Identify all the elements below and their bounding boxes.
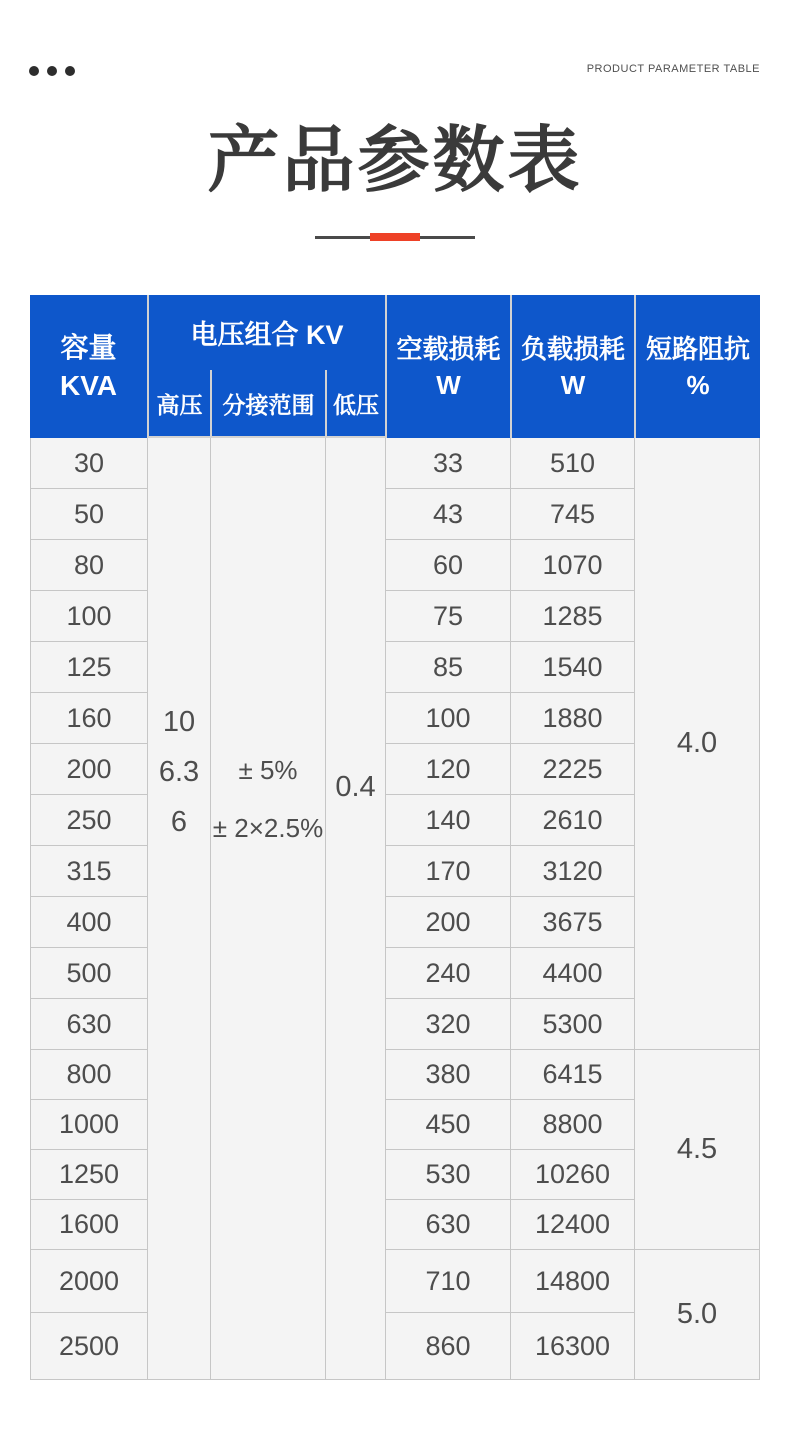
no-load-loss-cell: 320 xyxy=(386,999,510,1050)
dot-icon xyxy=(29,66,39,76)
no-load-loss-cell: 33 xyxy=(386,438,510,489)
header-capacity xyxy=(30,295,147,438)
low-voltage-column xyxy=(325,438,385,1380)
header-impedance-line1: 短路阻抗 xyxy=(645,333,750,364)
kva-cell: 80 xyxy=(31,540,147,591)
no-load-loss-cell: 200 xyxy=(386,897,510,948)
no-load-loss-cell: 630 xyxy=(386,1200,510,1250)
load-loss-cell: 10260 xyxy=(511,1150,634,1200)
load-loss-cell: 16300 xyxy=(511,1313,634,1380)
kva-cell: 50 xyxy=(31,489,147,540)
impedance-merged-cell: 4.5 xyxy=(635,1050,759,1250)
header-no-load-loss-line1: 空载损耗 xyxy=(396,333,501,364)
no-load-loss-cell: 140 xyxy=(386,795,510,846)
load-loss-cell: 1540 xyxy=(511,642,634,693)
title-underline-accent xyxy=(370,233,420,241)
kva-cell: 1000 xyxy=(31,1100,147,1150)
kva-cell: 400 xyxy=(31,897,147,948)
high-voltage-value: 6 xyxy=(170,806,188,838)
load-loss-cell: 8800 xyxy=(511,1100,634,1150)
kva-cell: 800 xyxy=(31,1050,147,1100)
eyebrow-text: PRODUCT PARAMETER TABLE xyxy=(586,63,760,75)
load-loss-cell: 3675 xyxy=(511,897,634,948)
kva-cell: 500 xyxy=(31,948,147,999)
low-voltage-merged-cell xyxy=(326,438,385,1380)
no-load-loss-cell: 85 xyxy=(386,642,510,693)
load-loss-cell: 1880 xyxy=(511,693,634,744)
no-load-loss-cell: 120 xyxy=(386,744,510,795)
capacity-column xyxy=(30,438,147,1380)
no-load-loss-cell: 170 xyxy=(386,846,510,897)
tap-range-value: ± 5% xyxy=(238,755,298,785)
kva-cell: 200 xyxy=(31,744,147,795)
load-loss-cell: 12400 xyxy=(511,1200,634,1250)
kva-cell: 630 xyxy=(31,999,147,1050)
no-load-loss-column xyxy=(385,438,510,1380)
high-voltage-value: 6.3 xyxy=(158,756,200,788)
load-loss-column xyxy=(510,438,634,1380)
load-loss-cell: 3120 xyxy=(511,846,634,897)
tap-range-column xyxy=(210,438,325,1380)
impedance-merged-cell: 5.0 xyxy=(635,1250,759,1380)
kva-cell: 100 xyxy=(31,591,147,642)
no-load-loss-cell: 100 xyxy=(386,693,510,744)
impedance-column xyxy=(634,438,760,1380)
load-loss-cell: 14800 xyxy=(511,1250,634,1313)
dot-icon xyxy=(65,66,75,76)
no-load-loss-cell: 43 xyxy=(386,489,510,540)
header-voltage-group: 电压组合 KV xyxy=(147,295,385,370)
header-capacity-line2: KVA xyxy=(59,369,118,401)
kva-cell: 30 xyxy=(31,438,147,489)
dot-icon xyxy=(47,66,57,76)
no-load-loss-cell: 530 xyxy=(386,1150,510,1200)
header-no-load-loss-line2: W xyxy=(436,369,461,400)
load-loss-cell: 510 xyxy=(511,438,634,489)
kva-cell: 250 xyxy=(31,795,147,846)
header-capacity-line1: 容量 xyxy=(60,331,117,363)
load-loss-cell: 5300 xyxy=(511,999,634,1050)
high-voltage-merged-cell xyxy=(148,438,210,1380)
kva-cell: 2500 xyxy=(31,1313,147,1380)
header-load-loss xyxy=(510,295,634,438)
load-loss-cell: 2225 xyxy=(511,744,634,795)
page-title: 产品参数表 xyxy=(207,121,583,201)
load-loss-cell: 6415 xyxy=(511,1050,634,1100)
kva-cell: 315 xyxy=(31,846,147,897)
load-loss-cell: 1070 xyxy=(511,540,634,591)
no-load-loss-cell: 450 xyxy=(386,1100,510,1150)
kva-cell: 1600 xyxy=(31,1200,147,1250)
kva-cell: 125 xyxy=(31,642,147,693)
header-load-loss-line1: 负载损耗 xyxy=(520,333,625,364)
load-loss-cell: 1285 xyxy=(511,591,634,642)
load-loss-cell: 4400 xyxy=(511,948,634,999)
header-high-voltage: 高压 xyxy=(147,370,210,438)
impedance-merged-cell: 4.0 xyxy=(635,438,759,1050)
header-tap-range: 分接范围 xyxy=(210,370,325,438)
high-voltage-value: 10 xyxy=(162,706,196,738)
low-voltage-value: 0.4 xyxy=(335,771,376,803)
no-load-loss-cell: 60 xyxy=(386,540,510,591)
ellipsis-icon xyxy=(29,66,75,76)
header-low-voltage: 低压 xyxy=(325,370,385,438)
high-voltage-column xyxy=(147,438,210,1380)
no-load-loss-cell: 75 xyxy=(386,591,510,642)
load-loss-cell: 2610 xyxy=(511,795,634,846)
tap-range-merged-cell xyxy=(211,438,325,1380)
load-loss-cell: 745 xyxy=(511,489,634,540)
no-load-loss-cell: 240 xyxy=(386,948,510,999)
kva-cell: 1250 xyxy=(31,1150,147,1200)
header-impedance xyxy=(634,295,760,438)
no-load-loss-cell: 380 xyxy=(386,1050,510,1100)
no-load-loss-cell: 860 xyxy=(386,1313,510,1380)
header-no-load-loss xyxy=(385,295,510,438)
header-load-loss-line2: W xyxy=(560,369,586,400)
kva-cell: 2000 xyxy=(31,1250,147,1313)
kva-cell: 160 xyxy=(31,693,147,744)
tap-range-value: ± 2×2.5% xyxy=(212,813,324,843)
header-impedance-line2: % xyxy=(686,369,710,400)
no-load-loss-cell: 710 xyxy=(386,1250,510,1313)
